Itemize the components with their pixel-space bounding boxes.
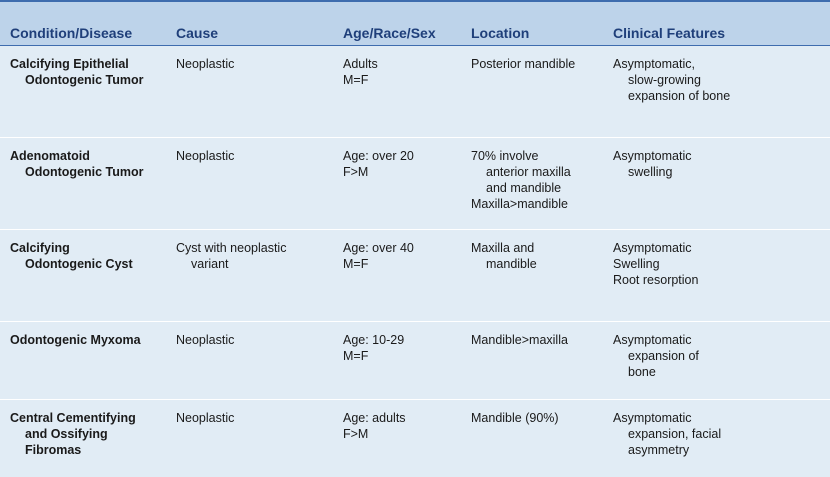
features-cell: Asymptomatic expansion, facial asymmetry xyxy=(613,411,722,457)
features-cell: Asymptomatic, slow-growing expansion of bone xyxy=(613,57,731,103)
table-header xyxy=(0,2,830,46)
age-cell: Age: 10-29 M=F xyxy=(343,333,405,363)
location-cell: 70% involve anterior maxilla and mandible Maxilla>mandible xyxy=(471,149,571,211)
condition-cell: Central Cementifying and Ossifying Fibromas xyxy=(10,411,136,457)
cause-cell: Neoplastic xyxy=(176,57,235,71)
location-cell: Mandible>maxilla xyxy=(471,333,568,347)
header-clinical-features: Clinical Features xyxy=(613,25,726,41)
age-cell: Adults M=F xyxy=(343,57,378,87)
table-row xyxy=(0,400,830,477)
header-condition: Condition/Disease xyxy=(10,25,133,41)
features-cell: Asymptomatic Swelling Root resorption xyxy=(613,241,699,287)
age-cell: Age: adults F>M xyxy=(343,411,406,441)
cause-cell: Neoplastic xyxy=(176,333,235,347)
table-row xyxy=(0,138,830,230)
condition-cell: Calcifying Epithelial Odontogenic Tumor xyxy=(10,57,144,87)
cause-cell: Neoplastic xyxy=(176,149,235,163)
condition-cell: Adenomatoid Odontogenic Tumor xyxy=(10,149,144,179)
features-cell: Asymptomatic swelling xyxy=(613,149,692,179)
condition-cell: Calcifying Odontogenic Cyst xyxy=(10,241,133,271)
table-row xyxy=(0,322,830,400)
features-cell: Asymptomatic expansion of bone xyxy=(613,333,699,379)
location-cell: Mandible (90%) xyxy=(471,411,559,425)
age-cell: Age: over 40 M=F xyxy=(343,241,414,271)
cause-cell: Cyst with neoplastic variant xyxy=(176,241,287,271)
header-location: Location xyxy=(471,25,530,41)
age-cell: Age: over 20 F>M xyxy=(343,149,414,179)
header-age-race-sex: Age/Race/Sex xyxy=(343,25,436,41)
table-row xyxy=(0,46,830,138)
location-cell: Maxilla and mandible xyxy=(471,241,537,271)
cause-cell: Neoplastic xyxy=(176,411,235,425)
location-cell: Posterior mandible xyxy=(471,57,576,71)
table-row xyxy=(0,230,830,322)
condition-cell: Odontogenic Myxoma xyxy=(10,333,141,347)
header-cause: Cause xyxy=(176,25,219,41)
